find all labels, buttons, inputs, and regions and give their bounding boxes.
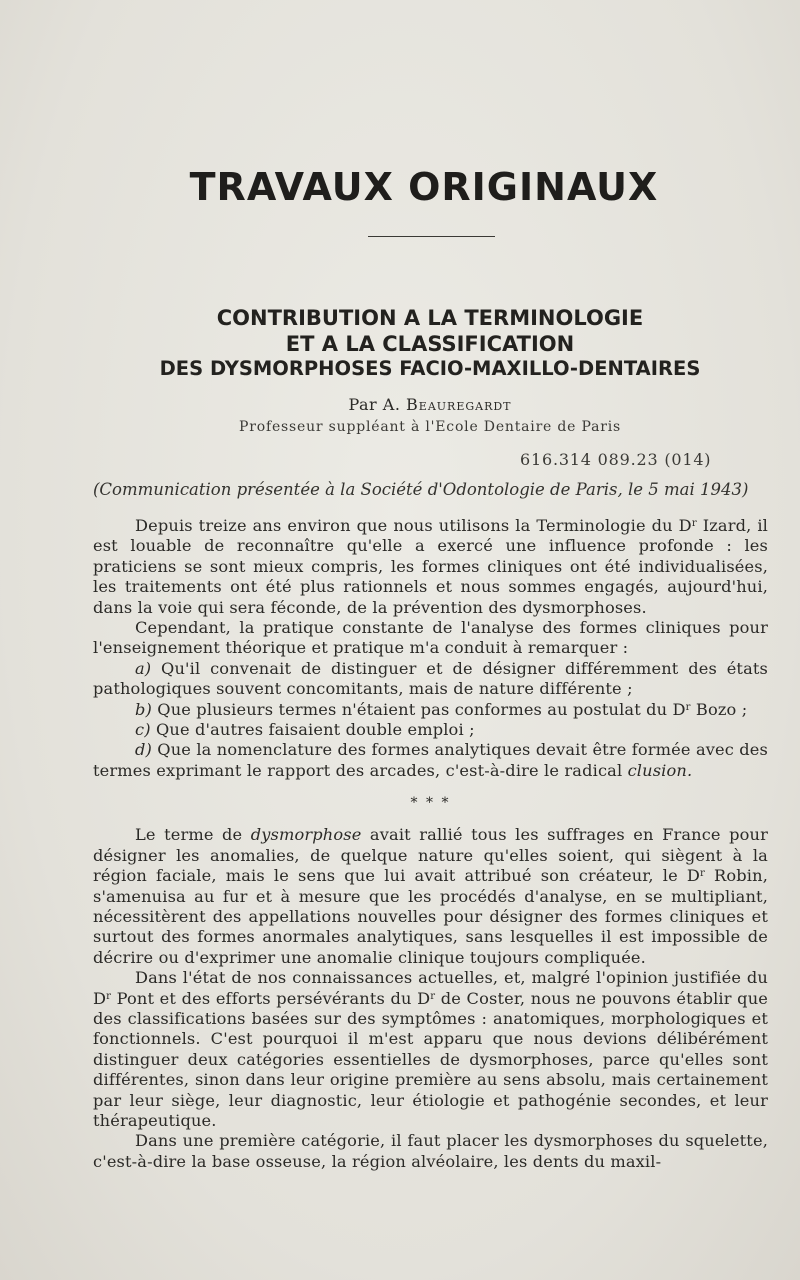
byline-prefix: Par A. bbox=[348, 395, 401, 414]
p5-text: Dans une première catégorie, il faut placer les dysmorphoses du squelette, c'est-à-dire la base osseuse, la région alvéolaire, les dents du maxil- bbox=[93, 1131, 768, 1171]
p4-superscript-1: r bbox=[106, 990, 112, 1002]
paragraph-3 bbox=[93, 825, 768, 968]
p2-text: Cependant, la pratique constante de l'analyse des formes cliniques pour l'enseignement théorique et pratique m'a conduit à remarquer : bbox=[93, 618, 768, 658]
p3-text-b: avait rallié tous les suffrages en France pour désigner les anomalies, de quelque nature qu'elles soient, qui siègent à la région faciale, mais le sens que lui avait attribué son créateur, le D bbox=[93, 825, 768, 886]
author-name: Beauregardt bbox=[406, 395, 512, 414]
communication-note: (Communication présentée à la Société d'Odontologie de Paris, le 5 mai 1943) bbox=[93, 480, 749, 499]
item-a-label: a) bbox=[135, 658, 152, 678]
paragraph-2 bbox=[93, 618, 768, 659]
p1-superscript: r bbox=[691, 518, 697, 529]
item-b-text-a: Que plusieurs termes n'étaient pas conformes au postulat du D bbox=[151, 699, 686, 719]
item-a-text: Qu'il convenait de distinguer et de désigner différemment des états pathologiques souvent concomitants, mais de nature différente ; bbox=[93, 658, 768, 699]
list-item-b bbox=[93, 700, 768, 720]
item-c-text: Que d'autres faisaient double emploi ; bbox=[150, 720, 475, 740]
list-item-a bbox=[93, 659, 768, 700]
p3-term: dysmorphose bbox=[250, 825, 362, 845]
p4-superscript-2: r bbox=[430, 990, 436, 1002]
classification-code: 616.314 089.23 (014) bbox=[520, 450, 712, 469]
p4-text-c: de Coster, nous ne pouvons établir que des classifications basées sur des symptômes : anatomiques, morphologiques et fonctionnels. C'est pourquoi il m'est apparu que nous devions délibérément distinguer deux catégories essentielles de dysmorphoses, parce qu'elles sont différentes, sinon dans leur origine première au sens absolu, mais certainement par leur siège, leur diagnostic, leur étiologie et pathogénie secondes, et leur thérapeutique. bbox=[93, 988, 768, 1130]
item-c-label: c) bbox=[135, 720, 151, 740]
article-title-line-2: ET A LA CLASSIFICATION bbox=[285, 332, 575, 356]
item-b-text-b: Bozo ; bbox=[690, 699, 748, 719]
title-divider bbox=[368, 236, 495, 237]
p1-text-b: Izard, il est louable de reconnaître qu'elle a exercé une influence profonde : les praticiens se sont mieux compris, les formes cliniques ont été individualisées, les traitements ont été plus rationnels et nous sommes engagés, aujourd'hui, dans la voie qui sera féconde, de la prévention des dysmorphoses. bbox=[93, 516, 768, 617]
byline bbox=[0, 395, 800, 414]
paragraph-1 bbox=[93, 516, 768, 618]
author-affiliation: Professeur suppléant à l'Ecole Dentaire de Paris bbox=[239, 419, 621, 435]
list-item-c bbox=[93, 720, 768, 740]
paragraph-5 bbox=[93, 1131, 768, 1172]
p3-superscript: r bbox=[700, 868, 705, 880]
p4-text-a: Dans l'état de nos connaissances actuelles, et, malgré l'opinion justifiée du D bbox=[93, 968, 768, 1008]
list-item-d bbox=[93, 740, 768, 781]
article-body bbox=[93, 516, 768, 1172]
item-b-label: b) bbox=[135, 699, 152, 719]
section-separator: * * * bbox=[410, 795, 451, 812]
paragraph-4 bbox=[93, 968, 768, 1131]
article-title-line-1: CONTRIBUTION A LA TERMINOLOGIE bbox=[216, 306, 644, 330]
p1-text-a: Depuis treize ans environ que nous utilisons la Terminologie du D bbox=[135, 516, 692, 535]
item-d-label: d) bbox=[135, 740, 152, 760]
item-d-radical: clusion. bbox=[627, 760, 693, 780]
p4-text-b: Pont et des efforts persévérants du D bbox=[111, 988, 431, 1008]
item-b-superscript: r bbox=[685, 701, 691, 713]
section-title: TRAVAUX ORIGINAUX bbox=[189, 165, 659, 209]
p3-text-a: Le terme de bbox=[135, 825, 251, 845]
article-title-line-3: DES DYSMORPHOSES FACIO-MAXILLO-DENTAIRES bbox=[159, 357, 701, 380]
item-d-text: Que la nomenclature des formes analytiques devait être formée avec des termes exprimant le rapport des arcades, c'est-à-dire le radical bbox=[93, 740, 768, 780]
p3-text-c: Robin, s'amenuisa au fur et à mesure que les procédés d'analyse, en se multipliant, nécessitèrent des appellations nouvelles pour désigner des formes cliniques et surtout des formes anormales analytiques, sans lesquelles il est impossible de décrire ou d'exprimer une anomalie clinique toujours compliquée. bbox=[93, 866, 768, 967]
